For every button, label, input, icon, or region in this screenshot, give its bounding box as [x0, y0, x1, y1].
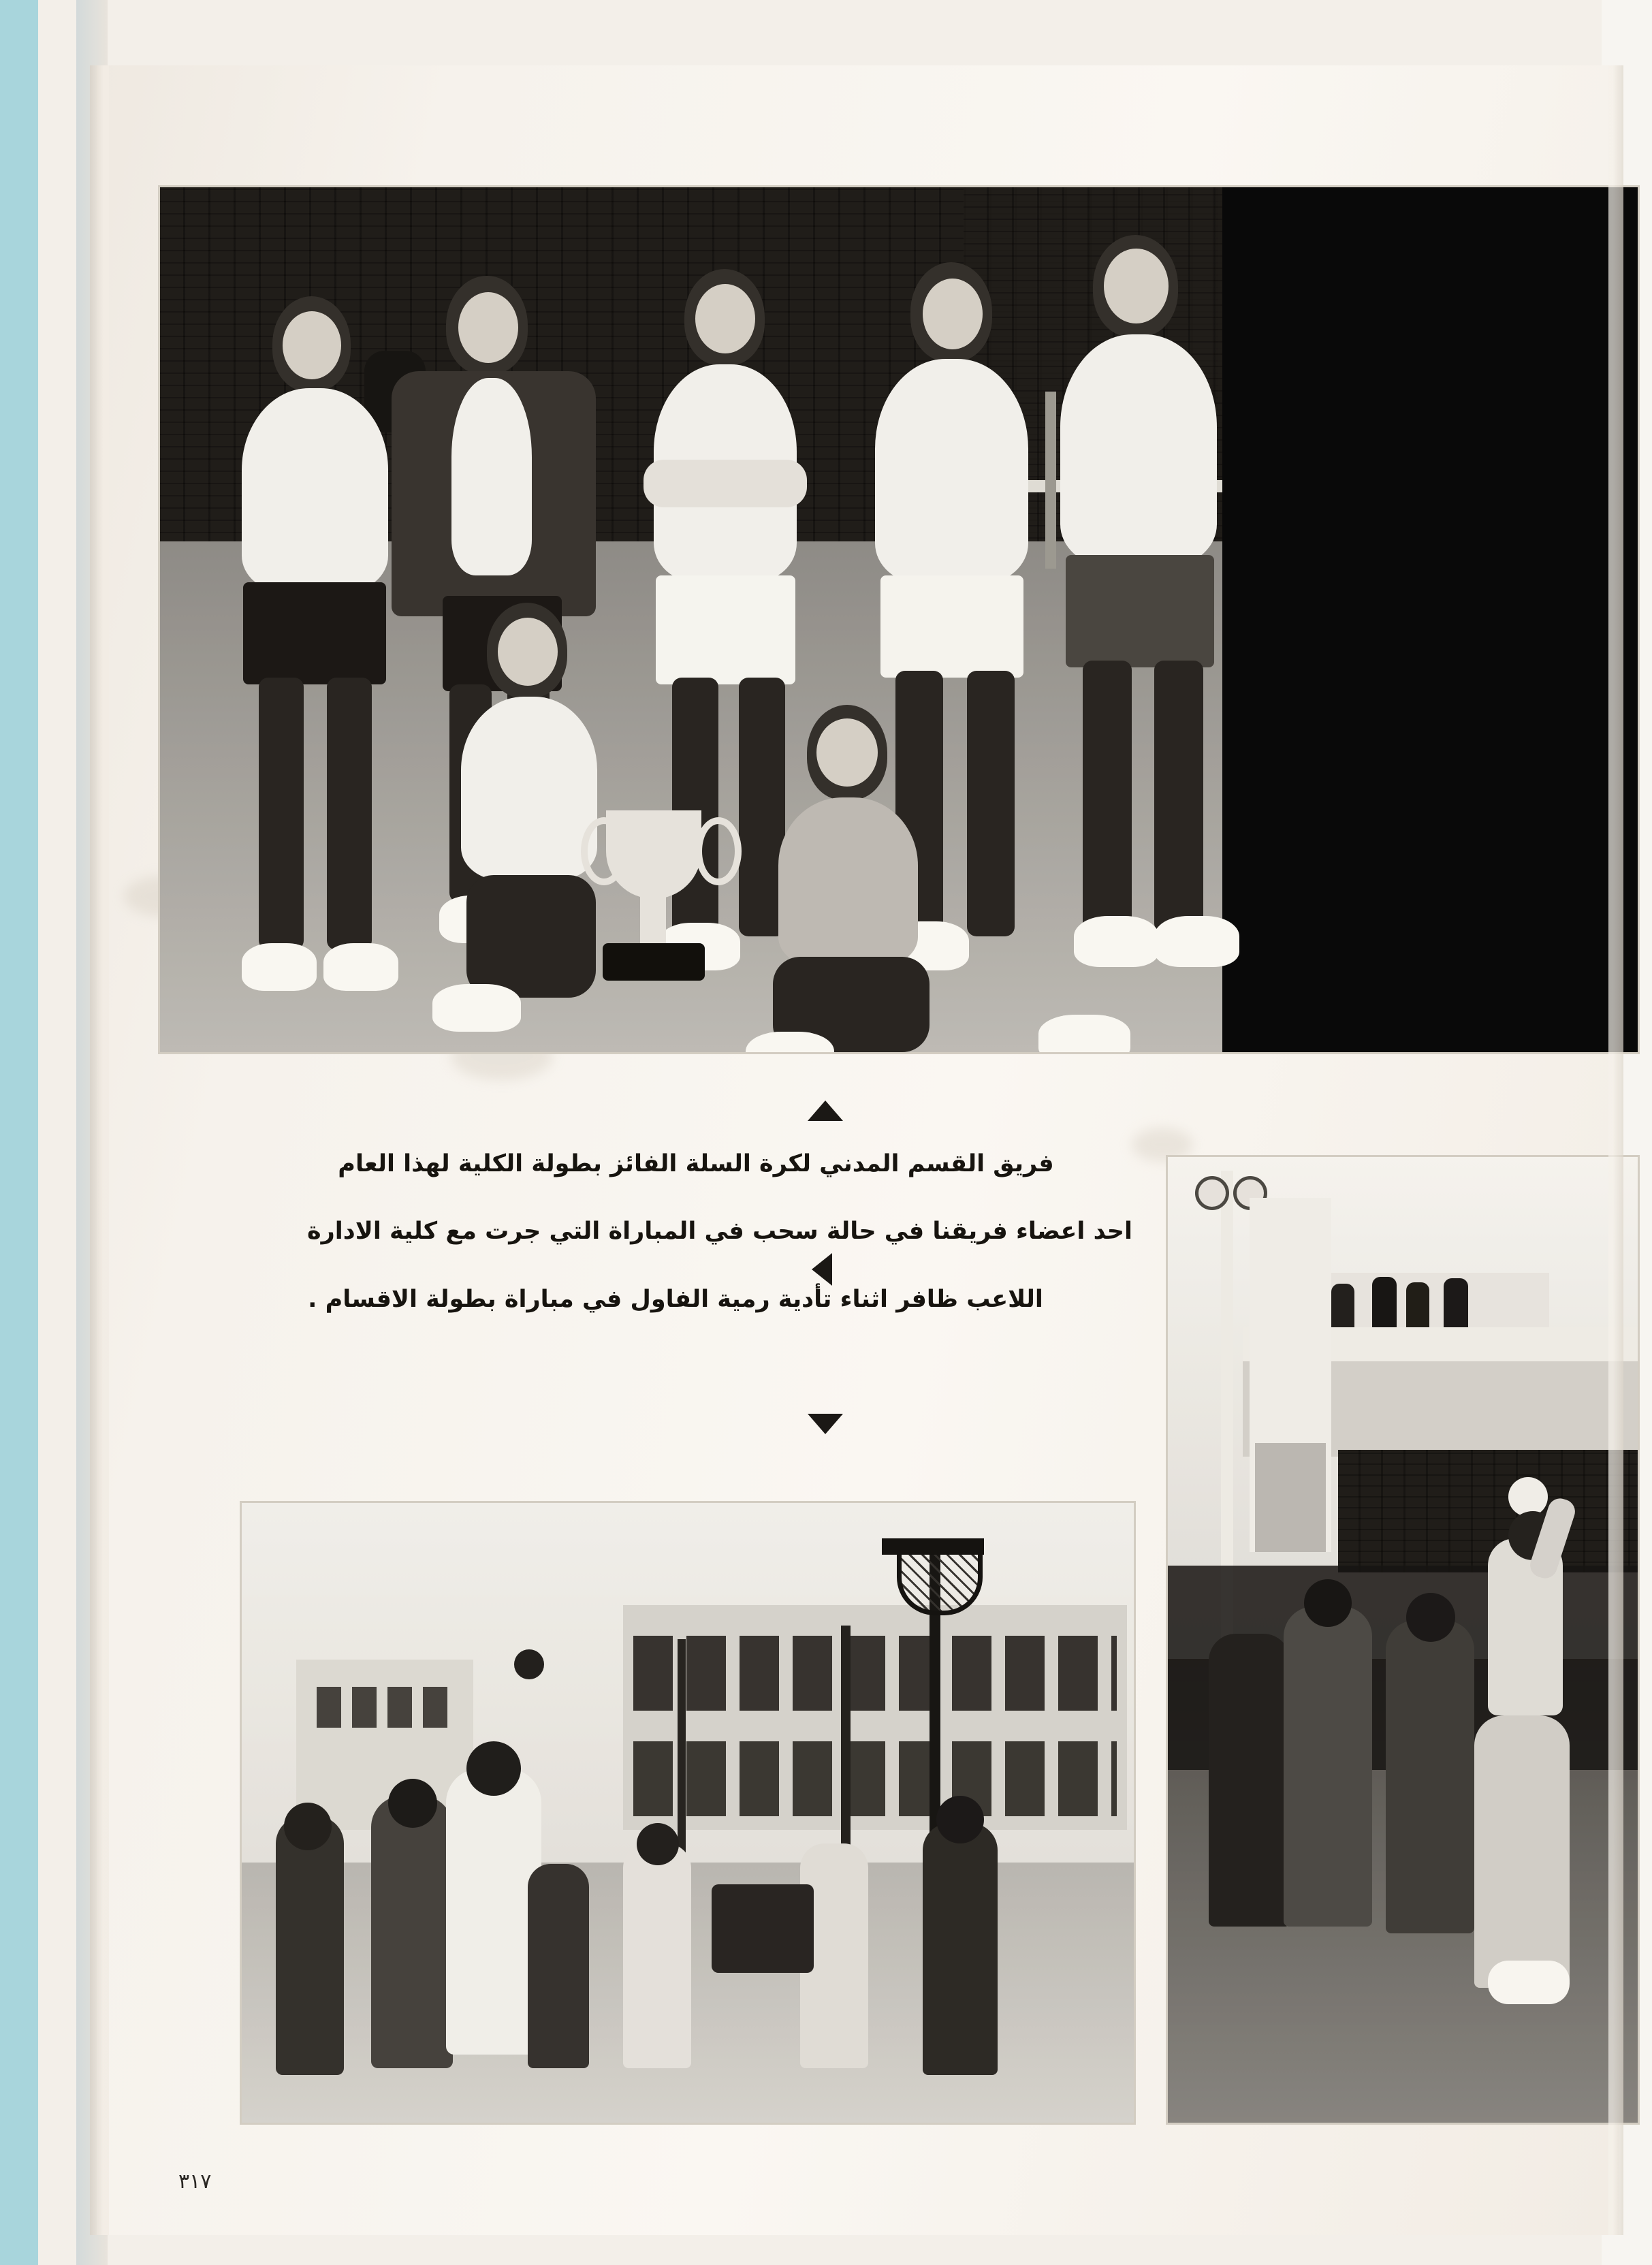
triangle-up-marker: [808, 1100, 843, 1121]
caption-line-1: فريق القسم المدني لكرة السلة الفائز بطولة الكلية لهذا العام: [338, 1150, 1054, 1177]
caption-line-2: احد اعضاء فريقنا في حالة سحب في المباراة التي جرت مع كلية الادارة: [306, 1218, 1133, 1246]
caption-block: [301, 1148, 1133, 1351]
basketball-team-trophy-photo: [158, 185, 1640, 1054]
page-sheet: [97, 65, 1619, 2235]
scan-frame: [38, 0, 1614, 2265]
triangle-down-marker: [808, 1414, 843, 1434]
caption-line-3: اللاعب ظافر اثناء تأدية رمية الفاول في مباراة بطولة الاقسام .: [308, 1285, 1043, 1313]
outdoor-court-game-photo: [240, 1501, 1136, 2125]
page-number: ٣١٧: [178, 2170, 212, 2193]
foul-shot-action-photo: [1166, 1155, 1640, 2125]
